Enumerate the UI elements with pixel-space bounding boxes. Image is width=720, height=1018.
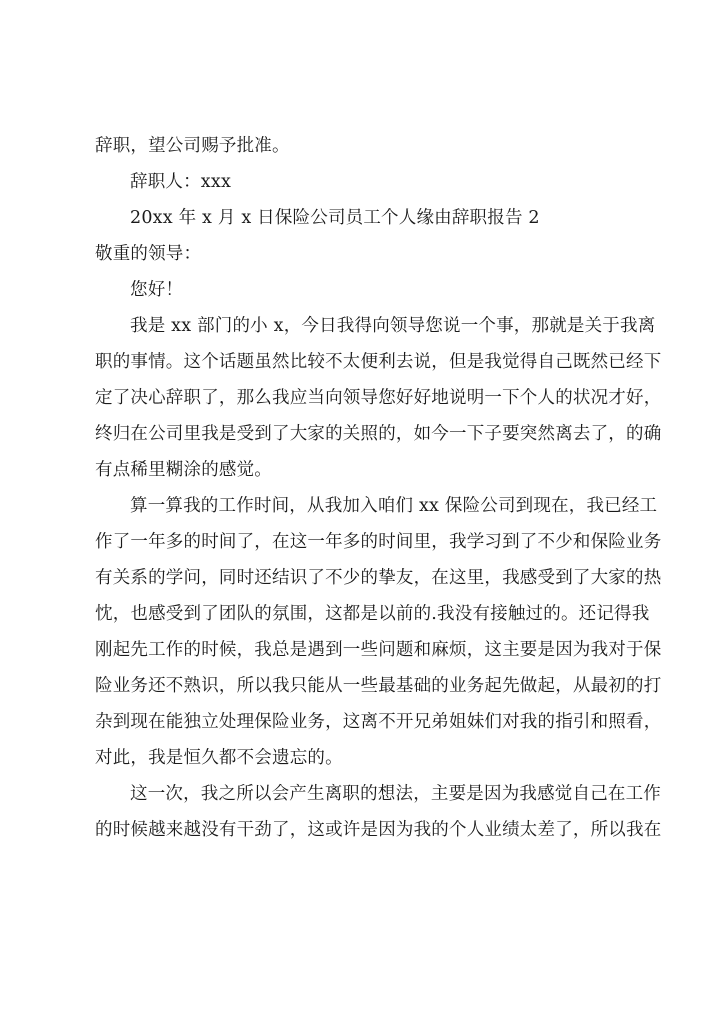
text-line: 作了一年多的时间了，在这一年多的时间里，我学习到了不少和保险业务 bbox=[95, 532, 662, 552]
text-line: 险业务还不熟识，所以我只能从一些最基础的业务起先做起，从最初的打 bbox=[95, 676, 662, 696]
text-line: 终归在公司里我是受到了大家的关照的，如今一下子要突然离去了，的确 bbox=[95, 424, 662, 444]
text-line: 这一次，我之所以会产生离职的想法，主要是因为我感觉自己在工作 bbox=[130, 784, 661, 804]
text-line: 杂到现在能独立处理保险业务，这离不开兄弟姐妹们对我的指引和照看， bbox=[95, 712, 662, 732]
salutation: 敬重的领导： bbox=[95, 244, 202, 264]
greeting: 您好！ bbox=[130, 280, 184, 300]
text-line: 有关系的学问，同时还结识了不少的挚友，在这里，我感受到了大家的热 bbox=[95, 568, 662, 588]
signature-line: 辞职人：xxx bbox=[130, 172, 232, 192]
text-line: 的时候越来越没有干劲了，这或许是因为我的个人业绩太差了，所以我在 bbox=[95, 820, 662, 840]
text-line: 忱，也感受到了团队的氛围，这都是以前的.我没有接触过的。还记得我 bbox=[95, 604, 650, 624]
text-line: 对此，我是恒久都不会遗忘的。 bbox=[95, 748, 343, 768]
text-line: 定了决心辞职了，那么我应当向领导您好好地说明一下个人的状况才好， bbox=[95, 388, 662, 408]
text-line: 我是 xx 部门的小 x，今日我得向领导您说一个事，那就是关于我离 bbox=[130, 316, 656, 336]
document-title: 20xx 年 x 月 x 日保险公司员工个人缘由辞职报告 2 bbox=[130, 208, 540, 228]
document-page bbox=[95, 128, 662, 848]
text-line: 刚起先工作的时候，我总是遇到一些问题和麻烦，这主要是因为我对于保 bbox=[95, 640, 662, 660]
text-line: 辞职，望公司赐予批准。 bbox=[95, 136, 290, 156]
text-line: 算一算我的工作时间，从我加入咱们 xx 保险公司到现在，我已经工 bbox=[130, 496, 658, 516]
text-line: 职的事情。这个话题虽然比较不太便利去说，但是我觉得自己既然已经下 bbox=[95, 352, 662, 372]
text-line: 有点稀里糊涂的感觉。 bbox=[95, 460, 272, 480]
